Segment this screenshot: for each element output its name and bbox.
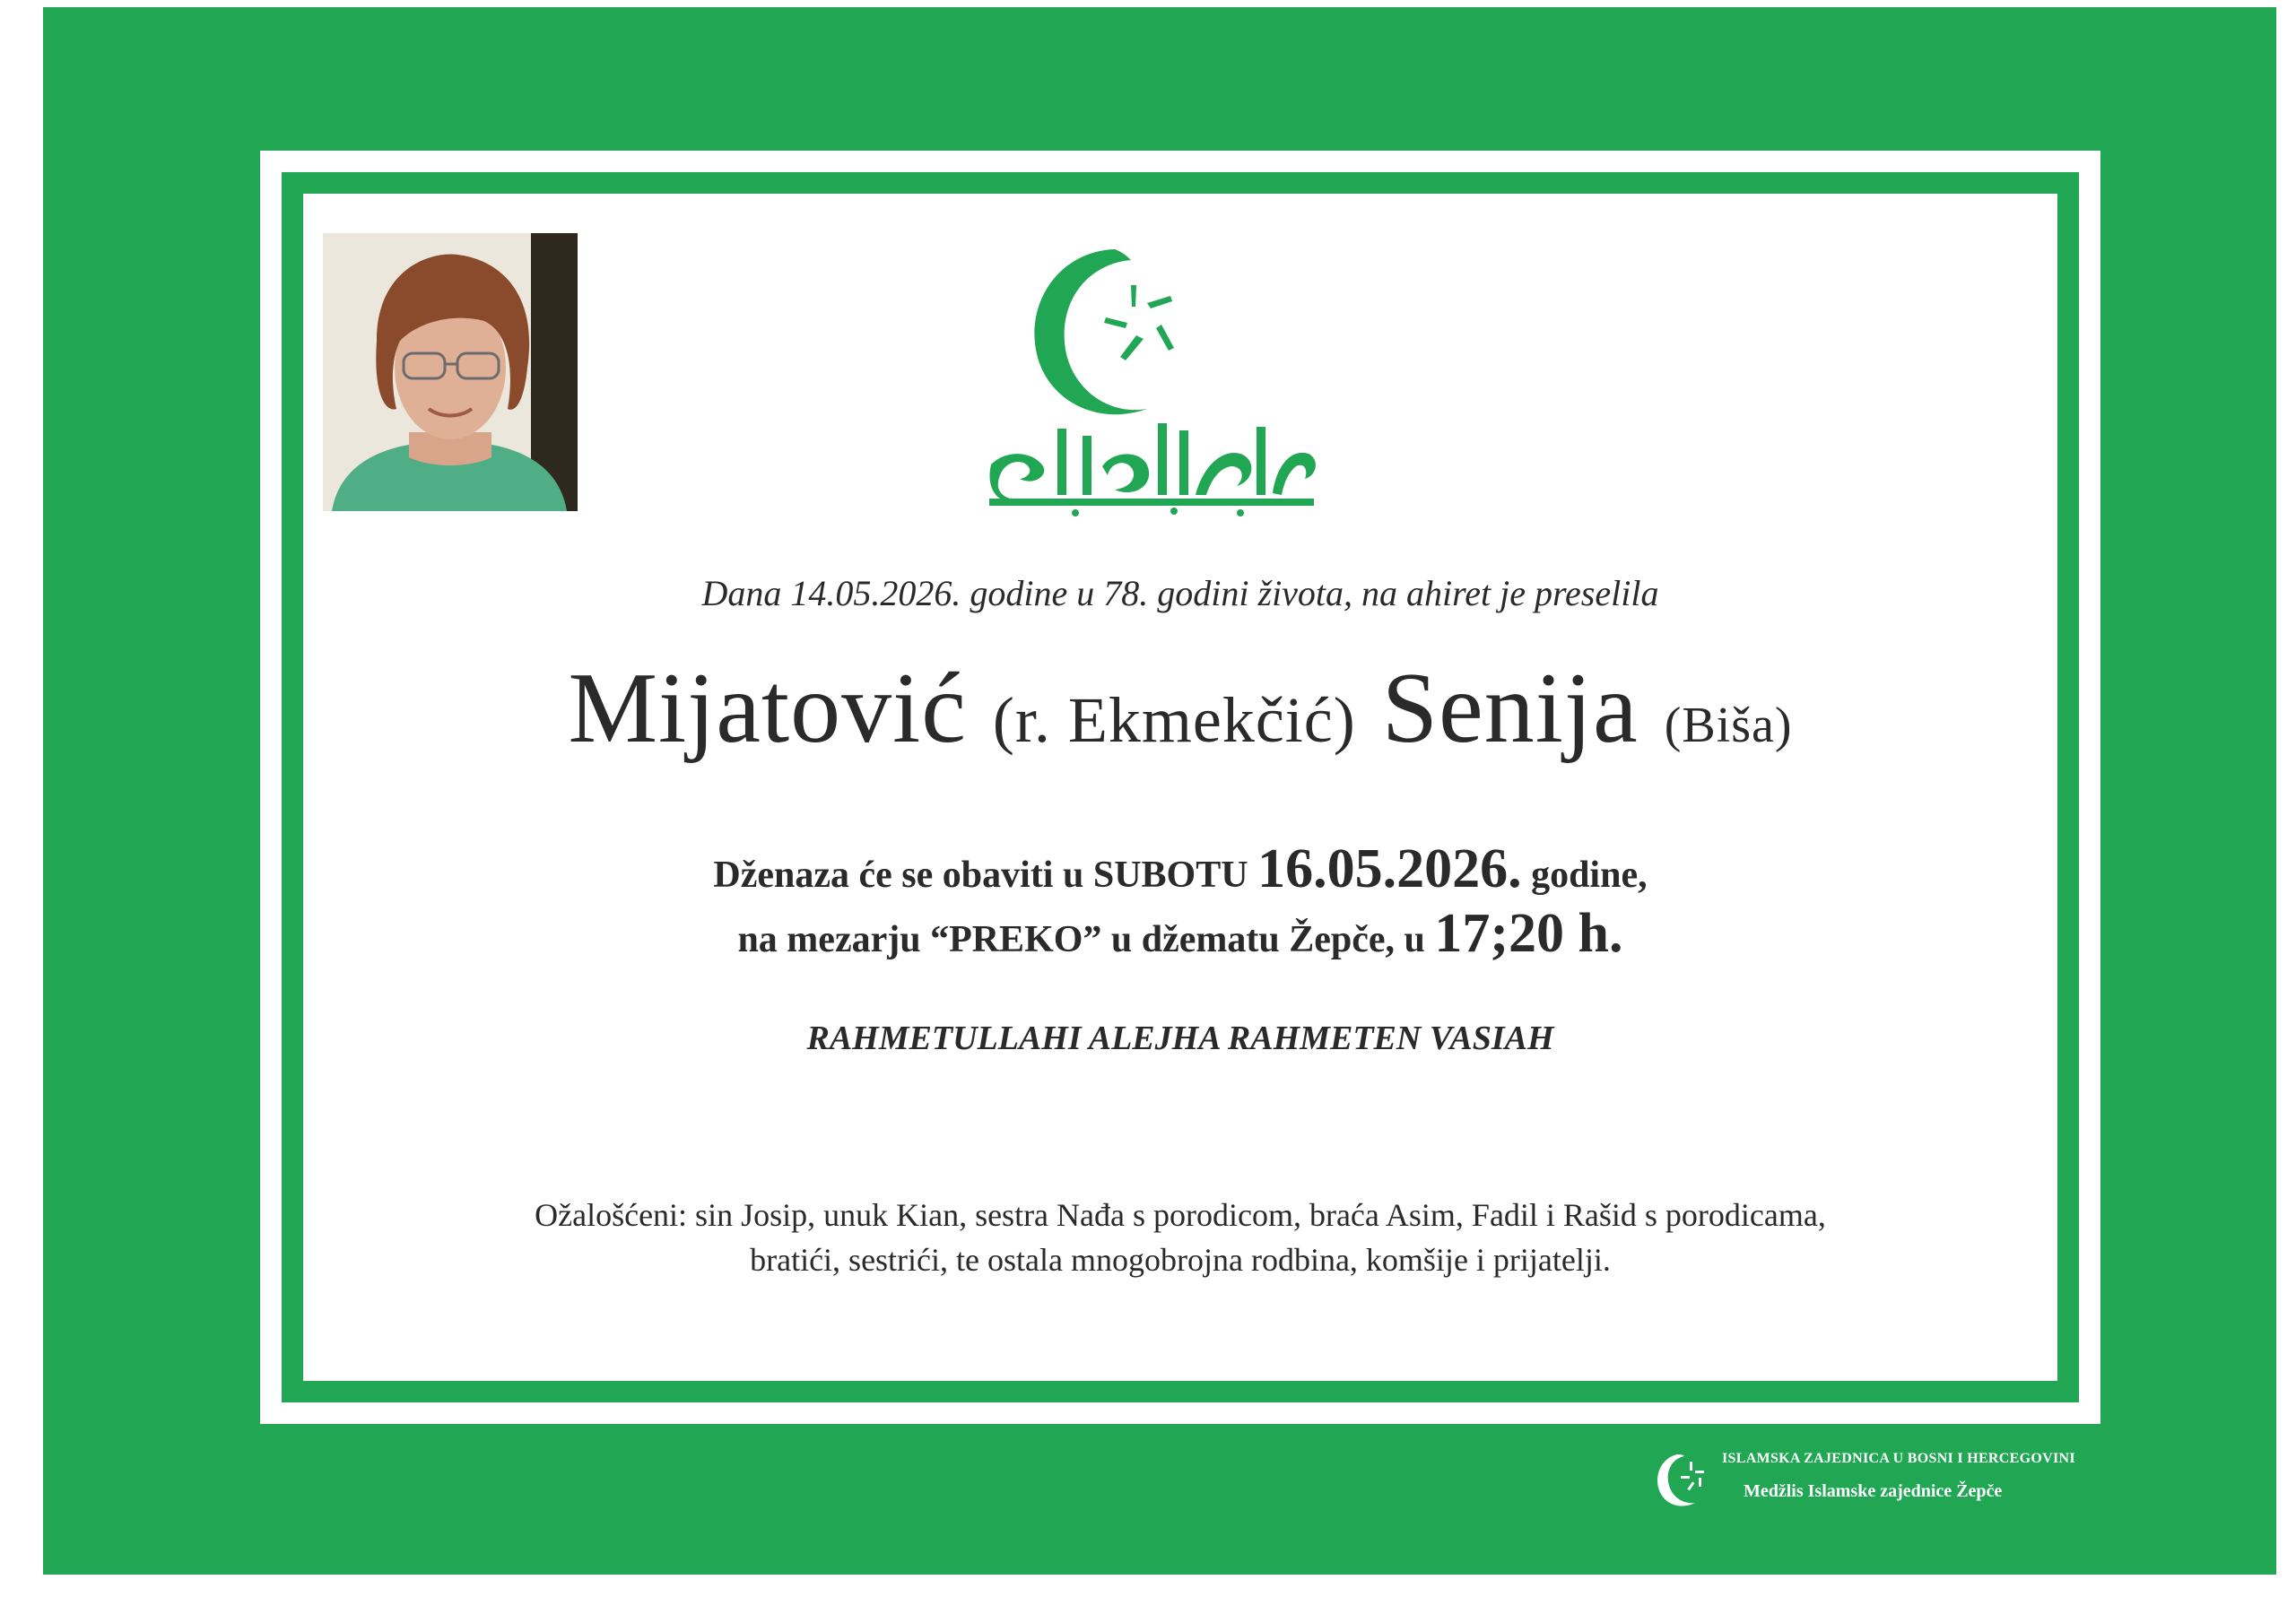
crescent-star-icon — [1650, 1445, 1722, 1517]
given-name: Senija — [1381, 653, 1639, 764]
notice-panel — [303, 194, 2057, 1381]
crest-emblem — [971, 224, 1330, 520]
portrait-photo — [323, 233, 578, 511]
white-frame — [260, 151, 2100, 1424]
funeral-text-b: godine, — [1531, 855, 1648, 896]
calligraphy-emblem — [989, 423, 1316, 516]
org-branch: Medžlis Islamske zajednice Žepče — [1744, 1481, 2003, 1501]
funeral-location: na mezarju “PREKO” u džematu Žepče, u — [737, 919, 1425, 960]
funeral-time: 17;20 h. — [1434, 903, 1623, 964]
funeral-line-2 — [303, 902, 2057, 966]
org-name: ISLAMSKA ZAJEDNICA U BOSNI I HERCEGOVINI — [1722, 1451, 2075, 1466]
surname: Mijatović — [568, 653, 967, 764]
organization-footer — [1650, 1445, 2188, 1517]
green-border-sheet — [43, 7, 2276, 1575]
crescent-star-icon — [971, 224, 1330, 520]
funeral-line-1 — [303, 838, 2057, 901]
intro-text: Dana 14.05.2026. godine u 78. godini života, na ahiret je preselila — [701, 573, 1659, 613]
mourners-line-2: bratići, sestrići, te ostala mnogobrojna rodbina, komšije i prijatelji. — [750, 1242, 1611, 1278]
nickname: (Biša) — [1664, 698, 1793, 753]
mourners-text — [303, 1193, 2057, 1282]
maiden-name: (r. Ekmekčić) — [992, 684, 1356, 756]
deceased-name — [303, 651, 2057, 767]
mourners-line-1: Ožalošćeni: sin Josip, unuk Kian, sestra Nađa s porodicom, braća Asim, Fadil i Rašid s porodicama, — [535, 1197, 1826, 1233]
green-frame — [282, 172, 2079, 1402]
funeral-text-a: Dženaza će se obaviti u SUBOTU — [713, 855, 1248, 896]
funeral-date: 16.05.2026. — [1257, 838, 1522, 899]
prayer-text: RAHMETULLAHI ALEJHA RAHMETEN VASIAH — [806, 1020, 1554, 1057]
